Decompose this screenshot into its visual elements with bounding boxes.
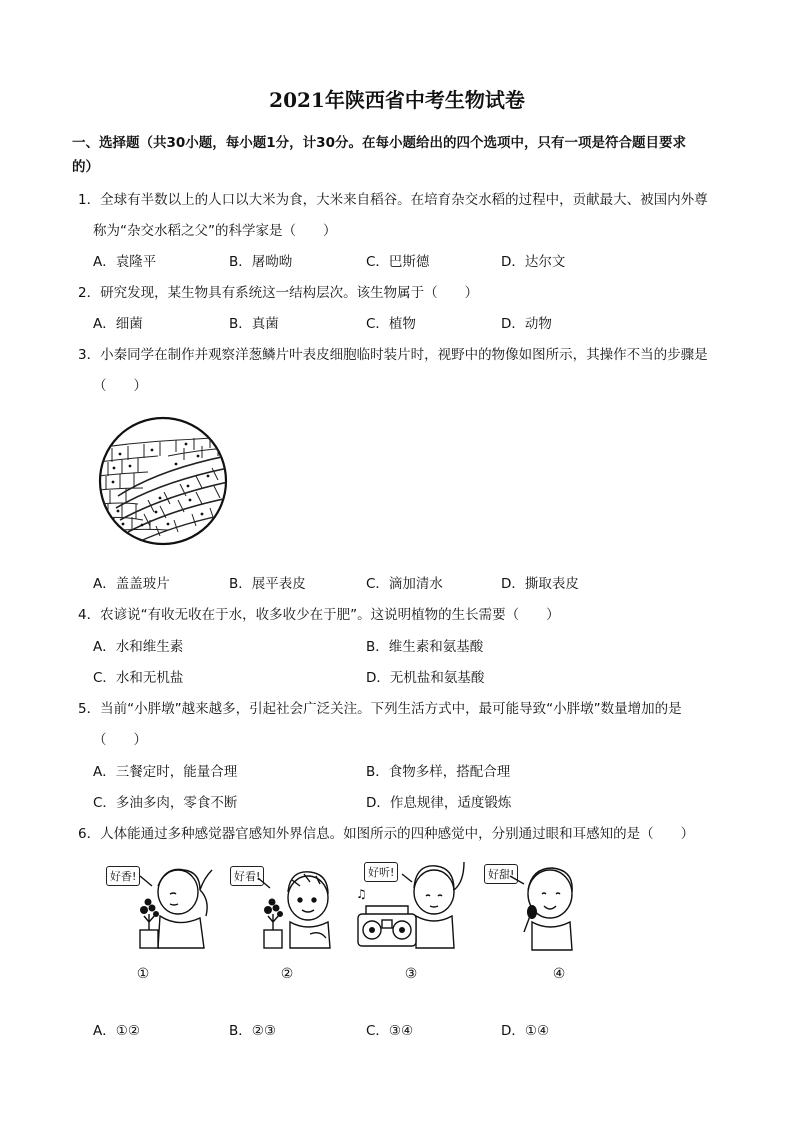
figure-label-3: ③ [404, 966, 418, 982]
q6-option-b: B．②③ [229, 1023, 276, 1039]
figure-label-4: ④ [552, 966, 566, 982]
q2-option-d: D．动物 [501, 316, 552, 332]
q3-stem-line2: （ ） [93, 378, 147, 394]
q3-option-a: A．盖盖玻片 [93, 576, 170, 592]
q6-option-c: C．③④ [366, 1023, 414, 1039]
microscope-field-figure [98, 416, 228, 546]
section-heading-line2: 的） [72, 159, 99, 175]
q5-option-a: A．三餐定时，能量合理 [93, 764, 238, 780]
speech-bubble-3: 好听! [364, 862, 398, 882]
page-title: 2021年陕西省中考生物试卷 [269, 88, 525, 112]
figure-label-2: ② [280, 966, 294, 982]
smell-girl-icon [100, 856, 220, 956]
q5-option-d: D．作息规律，适度锻炼 [366, 795, 512, 811]
speech-bubble-1: 好香! [106, 866, 140, 886]
figure-label-1: ① [136, 966, 150, 982]
q5-option-c: C．多油多肉，零食不断 [93, 795, 238, 811]
q6-stem: 6．人体能通过多种感觉器官感知外界信息。如图所示的四种感觉中，分别通过眼和耳感知的是（ ） [78, 826, 695, 842]
q3-stem-line1: 3．小秦同学在制作并观察洋葱鳞片叶表皮细胞临时装片时，视野中的物像如图所示，其操作不当的步骤是 [78, 347, 708, 363]
q4-option-d: D．无机盐和氨基酸 [366, 670, 485, 686]
q5-stem-line1: 5．当前“小胖墩”越来越多，引起社会广泛关注。下列生活方式中，最可能导致“小胖墩”数量增加的是 [78, 701, 682, 717]
q2-stem: 2．研究发现，某生物具有系统这一结构层次。该生物属于（ ） [78, 285, 479, 301]
q5-stem-line2: （ ） [93, 732, 147, 748]
speech-bubble-4: 好甜! [484, 864, 518, 884]
q6-option-d: D．①④ [501, 1023, 550, 1039]
section-heading-line1: 一、选择题（共30小题，每小题1分，计30分。在每小题给出的四个选项中，只有一项是符合题目要求 [72, 135, 686, 151]
q4-option-b: B．维生素和氨基酸 [366, 639, 484, 655]
q6-option-a: A．①② [93, 1023, 140, 1039]
q1-option-a: A．袁隆平 [93, 254, 157, 270]
q3-option-c: C．滴加清水 [366, 576, 443, 592]
q1-option-c: C．巴斯德 [366, 254, 430, 270]
q2-option-c: C．植物 [366, 316, 416, 332]
q1-stem-line1: 1．全球有半数以上的人口以大米为食，大米来自稻谷。在培育杂交水稻的过程中，贡献最大、被国内外尊 [78, 192, 708, 208]
q1-option-b: B．屠呦呦 [229, 254, 293, 270]
taste-boy-icon [480, 854, 590, 958]
q3-option-b: B．展平表皮 [229, 576, 306, 592]
see-boy-icon [230, 856, 340, 956]
svg-text:♫: ♫ [356, 887, 367, 901]
hear-girl-icon [352, 852, 472, 956]
q4-option-c: C．水和无机盐 [93, 670, 184, 686]
q4-stem: 4．农谚说“有收无收在于水，收多收少在于肥”。这说明植物的生长需要（ ） [78, 607, 560, 623]
q5-option-b: B．食物多样，搭配合理 [366, 764, 511, 780]
q2-option-b: B．真菌 [229, 316, 279, 332]
q1-stem-line2: 称为“杂交水稻之父”的科学家是（ ） [93, 223, 337, 239]
q1-option-d: D．达尔文 [501, 254, 566, 270]
q4-option-a: A．水和维生素 [93, 639, 184, 655]
q3-option-d: D．撕取表皮 [501, 576, 579, 592]
speech-bubble-2: 好看! [230, 866, 264, 886]
q2-option-a: A．细菌 [93, 316, 143, 332]
